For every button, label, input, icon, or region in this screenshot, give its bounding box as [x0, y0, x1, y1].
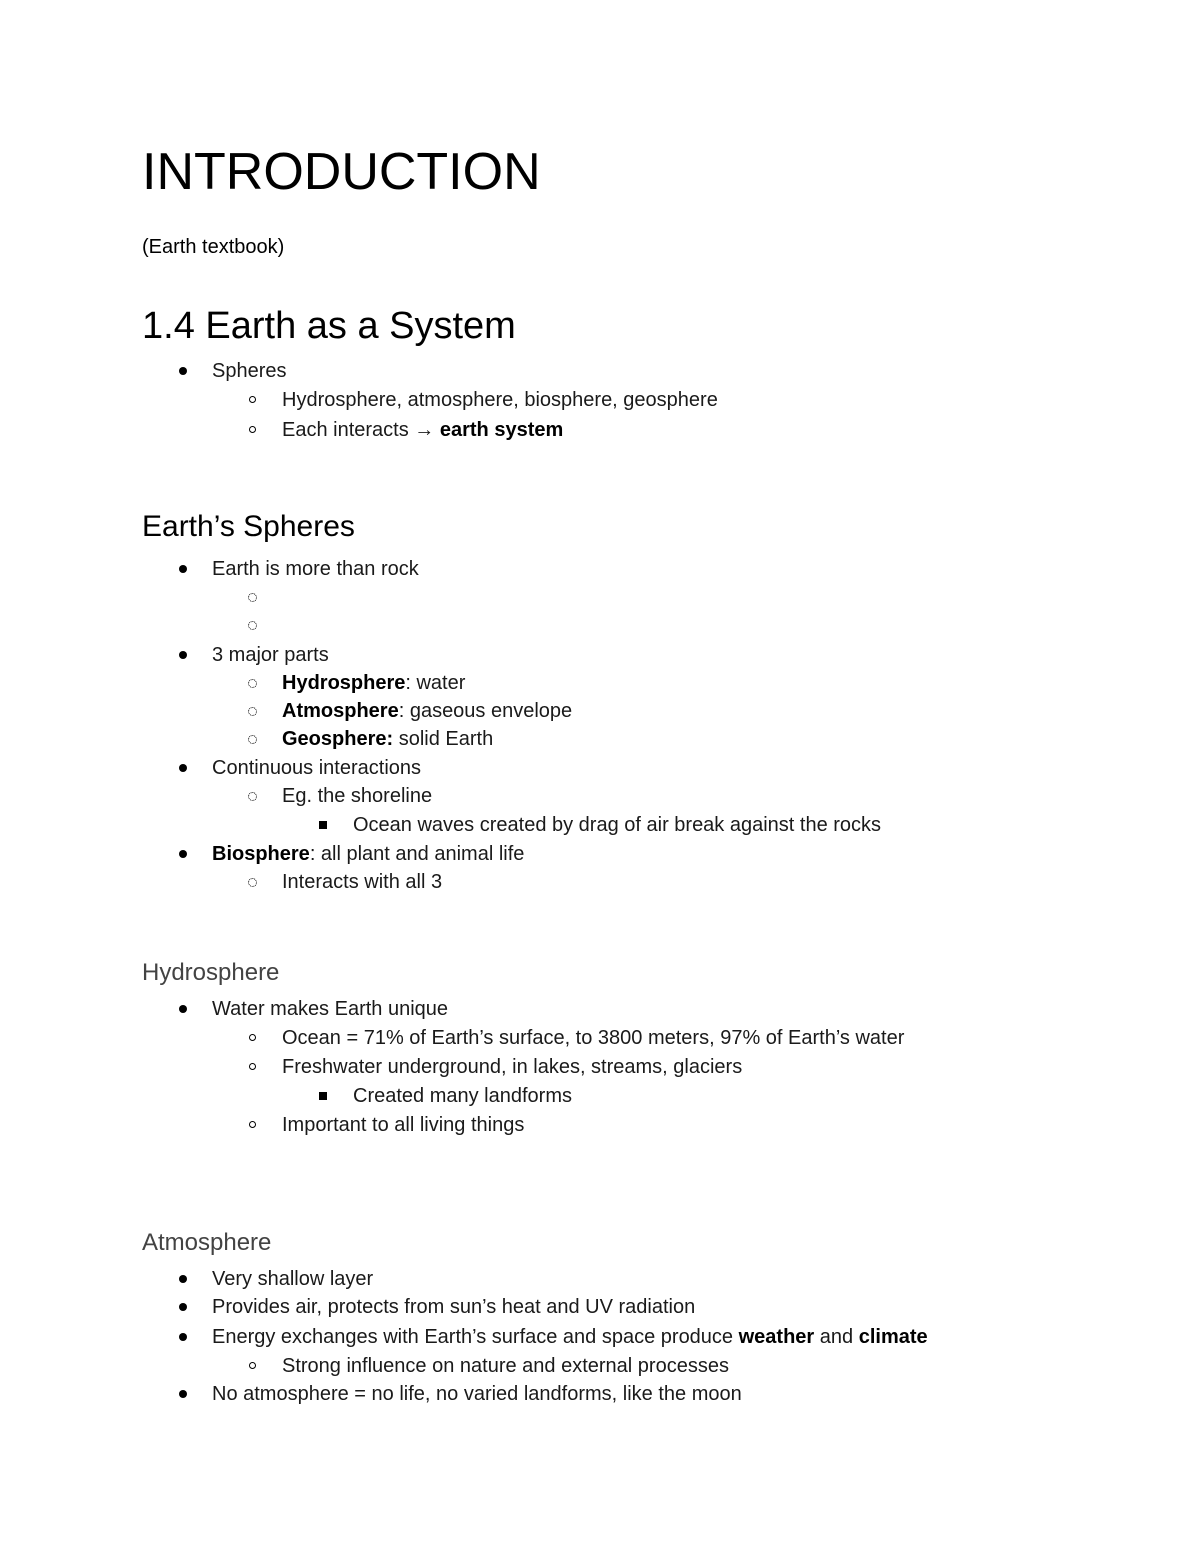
page-title: INTRODUCTION: [142, 143, 541, 201]
bullet-disc: [179, 1303, 187, 1311]
page-subtitle: (Earth textbook): [142, 236, 285, 258]
list-item-freshwater: Freshwater underground, in lakes, streams, glaciers: [282, 1056, 743, 1078]
atmosphere-def: : gaseous envelope: [398, 700, 573, 722]
list-item-energy: [212, 1325, 928, 1349]
bullet-dotted: [248, 792, 257, 801]
hydrosphere-term: Hydrosphere: [282, 672, 406, 694]
list-item-continuous: Continuous interactions: [212, 757, 422, 779]
energy-text: Energy exchanges with Earth’s surface and space produce: [212, 1326, 739, 1348]
bullet-dotted: [248, 878, 257, 887]
bullet-disc: [179, 565, 187, 573]
bullet-disc: [179, 651, 187, 659]
list-item-shoreline: Eg. the shoreline: [282, 785, 433, 807]
list-item-unique: Water makes Earth unique: [212, 998, 449, 1020]
geosphere-term: Geosphere:: [282, 728, 394, 750]
list-item-provides-air: Provides air, protects from sun’s heat and UV radiation: [212, 1296, 696, 1318]
bullet-disc: [179, 1005, 187, 1013]
list-item-no-atmosphere: No atmosphere = no life, no varied landforms, like the moon: [212, 1383, 742, 1405]
list-item-spheres: Spheres: [212, 360, 287, 382]
list-item-biosphere: [212, 842, 524, 866]
bullet-circle: [249, 426, 256, 433]
bullet-circle: [249, 396, 256, 403]
earth-system-term: earth system: [439, 419, 564, 441]
bullet-dotted: [248, 679, 257, 688]
list-item-ocean-waves: Ocean waves created by drag of air break against the rocks: [353, 814, 882, 836]
list-item-atmosphere: [282, 699, 572, 723]
heading-hydrosphere: Hydrosphere: [142, 959, 280, 986]
bullet-disc: [179, 1390, 187, 1398]
bullet-disc: [179, 367, 187, 375]
each-interacts-text: Each interacts →: [282, 419, 435, 441]
list-item-hydrosphere: [282, 671, 465, 695]
list-item-major-parts: 3 major parts: [212, 644, 329, 666]
list-item-geosphere: [282, 727, 493, 751]
geosphere-def: solid Earth: [393, 728, 494, 750]
list-item-each-interacts: [282, 418, 563, 442]
list-item-landforms: Created many landforms: [353, 1085, 572, 1107]
atmosphere-term: Atmosphere: [282, 700, 399, 722]
bullet-circle: [249, 1121, 256, 1128]
biosphere-term: Biosphere: [212, 843, 310, 865]
list-item-important: Important to all living things: [282, 1114, 525, 1136]
bullet-disc: [179, 850, 187, 858]
bullet-disc: [179, 764, 187, 772]
bullet-dotted-empty: [248, 593, 257, 602]
bullet-disc: [179, 1275, 187, 1283]
list-item-influence: Strong influence on nature and external processes: [282, 1355, 729, 1377]
heading-atmosphere: Atmosphere: [142, 1229, 272, 1256]
list-item-shallow: Very shallow layer: [212, 1268, 374, 1290]
list-item-sphere-list: Hydrosphere, atmosphere, biosphere, geosphere: [282, 389, 718, 411]
and-text: and: [814, 1326, 859, 1348]
climate-term: climate: [858, 1326, 928, 1348]
heading-earth-as-a-system: 1.4 Earth as a System: [142, 305, 516, 347]
hydrosphere-def: : water: [405, 672, 466, 694]
list-item-ocean: Ocean = 71% of Earth’s surface, to 3800 meters, 97% of Earth’s water: [282, 1027, 905, 1049]
bullet-disc: [179, 1333, 187, 1341]
bullet-dotted: [248, 707, 257, 716]
bullet-dotted-empty: [248, 621, 257, 630]
bullet-square: [319, 821, 327, 829]
weather-term: weather: [738, 1326, 815, 1348]
bullet-circle: [249, 1362, 256, 1369]
heading-earths-spheres: Earth’s Spheres: [142, 510, 355, 543]
bullet-square: [319, 1092, 327, 1100]
biosphere-def: : all plant and animal life: [309, 843, 525, 865]
bullet-dotted: [248, 735, 257, 744]
list-item-interacts-all: Interacts with all 3: [282, 871, 443, 893]
list-item-more-than-rock: Earth is more than rock: [212, 558, 419, 580]
bullet-circle: [249, 1034, 256, 1041]
bullet-circle: [249, 1063, 256, 1070]
